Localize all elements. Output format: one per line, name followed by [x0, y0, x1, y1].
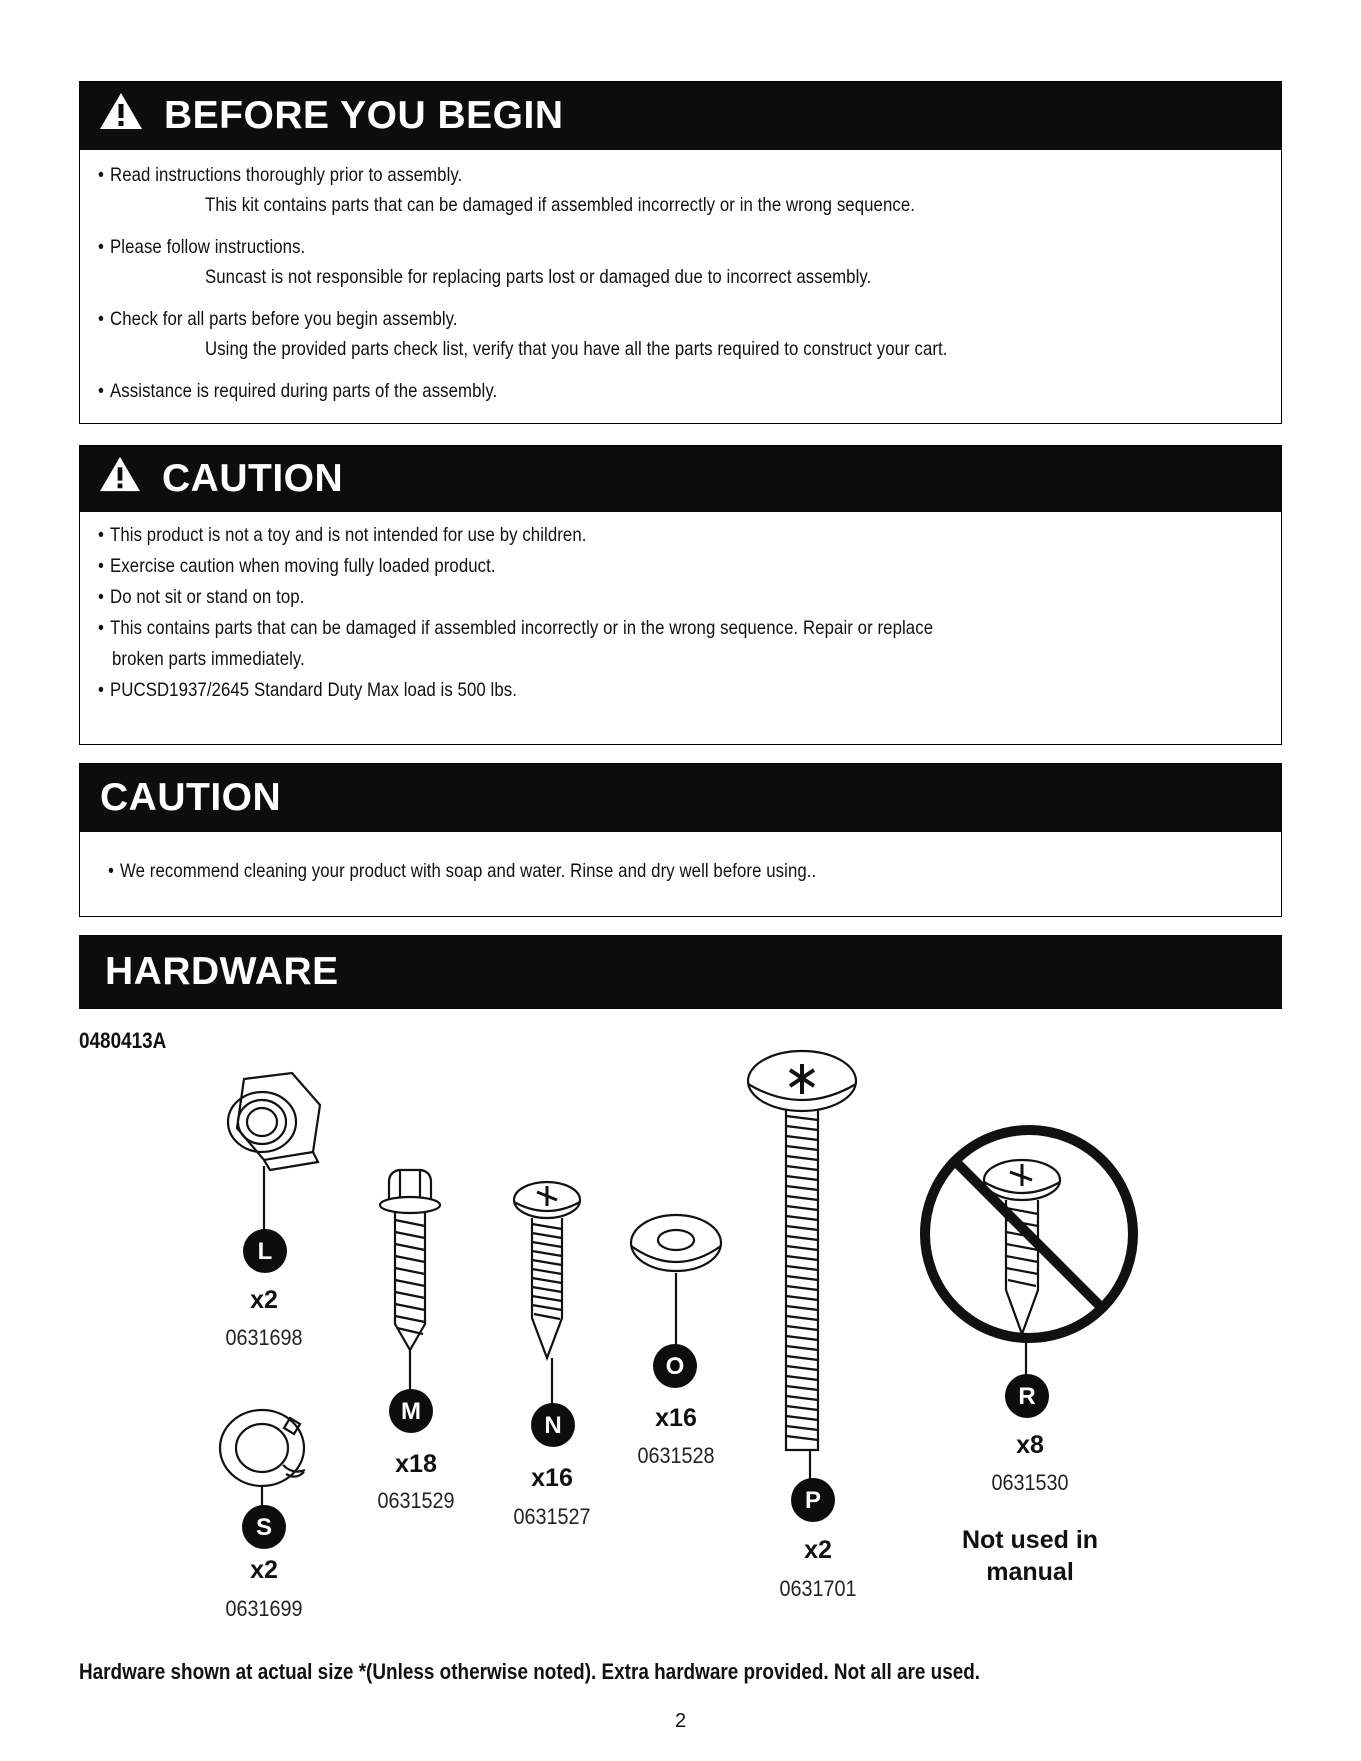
page-number: 2 [674, 1710, 687, 1732]
part-badge-o [652, 1343, 698, 1394]
part-badge-p [790, 1477, 836, 1528]
part-m-number: 0631529 [377, 1488, 455, 1513]
kit-code: 0480413A [79, 1028, 167, 1053]
part-p-qty: x2 [804, 1536, 832, 1564]
lock-washer-icon [220, 1410, 305, 1508]
not-used-screw-icon [925, 1130, 1133, 1380]
list-item-detail: Suncast is not responsible for replacing parts lost or damaged due to incorrect assembly. [205, 266, 872, 288]
flat-washer-icon [631, 1215, 721, 1346]
part-badge-m [388, 1388, 434, 1439]
svg-text:P: P [804, 1487, 822, 1514]
pan-head-screw-icon [514, 1182, 580, 1404]
hex-nut-icon [228, 1073, 320, 1232]
cleaning-caution-title: CAUTION [100, 776, 282, 819]
part-r-qty: x8 [1016, 1431, 1044, 1459]
part-s-number: 0631699 [225, 1596, 303, 1621]
part-n-number: 0631527 [513, 1504, 591, 1529]
part-m-qty: x18 [395, 1450, 437, 1478]
caution-title: CAUTION [162, 457, 344, 500]
svg-text:R: R [1018, 1383, 1036, 1410]
part-o-qty: x16 [655, 1404, 697, 1432]
svg-text:S: S [255, 1514, 273, 1541]
machine-screw-icon [748, 1051, 856, 1480]
list-item: • Exercise caution when moving fully loaded product. [98, 555, 496, 577]
list-item-continued: broken parts immediately. [112, 648, 305, 670]
list-item: • Assistance is required during parts of the assembly. [98, 380, 498, 402]
svg-text:L: L [257, 1238, 273, 1265]
list-item: • Do not sit or stand on top. [98, 586, 305, 608]
part-badge-s [241, 1504, 287, 1555]
list-item-detail: This kit contains parts that can be damaged if assembled incorrectly or in the wrong sequence. [205, 194, 916, 216]
list-item-detail: Using the provided parts check list, verify that you have all the parts required to construct your cart. [205, 338, 948, 360]
list-item: • This contains parts that can be damaged if assembled incorrectly or in the wrong sequence. Repair or replace [98, 617, 934, 639]
part-r-not-used-note: Not used in manual [961, 1526, 1099, 1586]
part-l-qty: x2 [250, 1286, 278, 1314]
part-r-number: 0631530 [991, 1470, 1069, 1495]
list-item: • Read instructions thoroughly prior to assembly. [98, 164, 463, 186]
hex-flange-bolt-icon [380, 1170, 440, 1392]
hardware-footer-note: Hardware shown at actual size *(Unless otherwise noted). Extra hardware provided. Not all are used. [79, 1659, 981, 1684]
list-item: • Please follow instructions. [98, 236, 306, 258]
part-badge-l [242, 1228, 288, 1279]
svg-text:M: M [401, 1398, 421, 1425]
part-n-qty: x16 [531, 1464, 573, 1492]
svg-text:O: O [665, 1353, 685, 1380]
before-you-begin-title: BEFORE YOU BEGIN [164, 94, 564, 137]
list-item: • Check for all parts before you begin assembly. [98, 308, 458, 330]
part-o-number: 0631528 [637, 1443, 715, 1468]
hardware-title: HARDWARE [105, 950, 339, 993]
part-badge-n [530, 1402, 576, 1453]
list-item: • We recommend cleaning your product with soap and water. Rinse and dry well before using.. [108, 860, 817, 882]
list-item: • This product is not a toy and is not intended for use by children. [98, 524, 587, 546]
part-l-number: 0631698 [225, 1325, 303, 1350]
part-s-qty: x2 [250, 1556, 278, 1584]
part-badge-r [1004, 1373, 1050, 1424]
list-item: • PUCSD1937/2645 Standard Duty Max load is 500 lbs. [98, 679, 517, 701]
svg-text:N: N [544, 1412, 562, 1439]
part-p-number: 0631701 [779, 1576, 857, 1601]
